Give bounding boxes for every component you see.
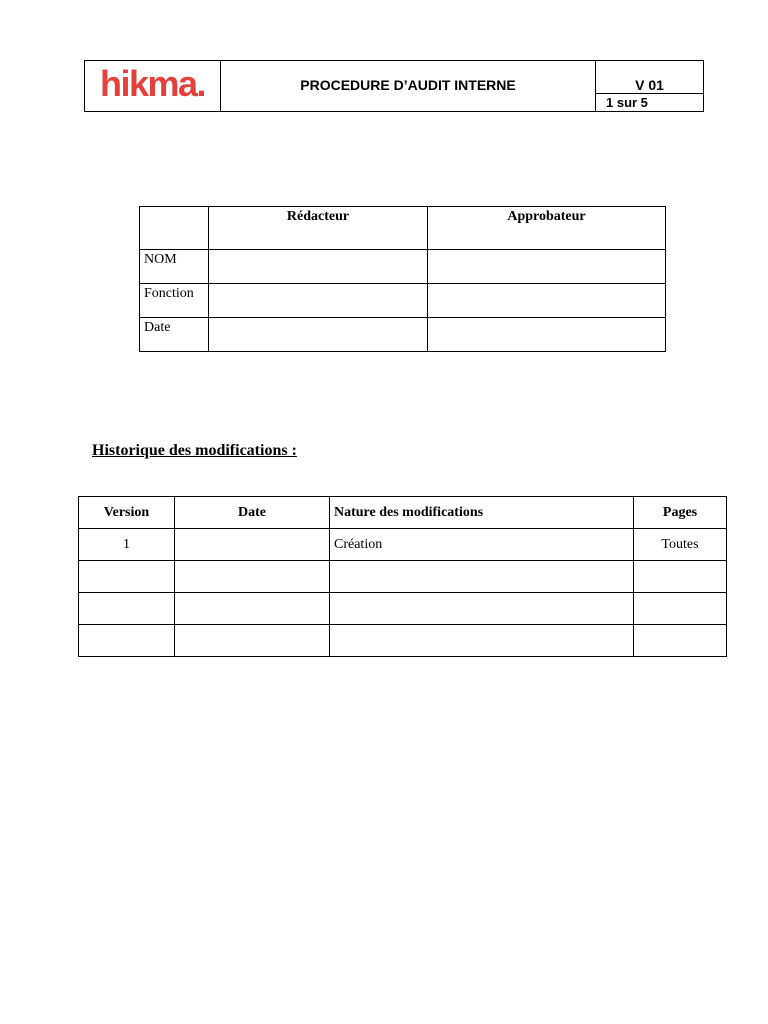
page-number: 1 sur 5 [606,95,648,110]
document-title: PROCEDURE D’AUDIT INTERNE [221,61,596,111]
signature-row-fonction [140,284,666,318]
document-header [84,60,704,112]
version-cell: 1 [79,529,175,561]
logo-cell [85,61,221,111]
nature-header: Nature des modifications [330,497,634,529]
signature-row-label: Date [140,318,209,352]
date-header: Date [175,497,330,529]
history-table [78,496,727,657]
version-header: Version [79,497,175,529]
table-row [79,593,727,625]
version-cell [79,625,175,657]
redacteur-date-cell [209,318,428,352]
version-cell [79,561,175,593]
signature-row-label: NOM [140,250,209,284]
date-cell [175,593,330,625]
nature-cell: Création [330,529,634,561]
approbateur-date-cell [428,318,666,352]
redacteur-header: Rédacteur [209,207,428,250]
signature-row-label: Fonction [140,284,209,318]
history-header-row [79,497,727,529]
hikma-logo: hikma. [99,63,206,104]
history-title: Historique des modifications : [92,442,297,459]
table-row [79,529,727,561]
pages-cell [634,561,727,593]
version-cell [596,61,703,111]
pages-cell [634,625,727,657]
redacteur-nom-cell [209,250,428,284]
table-row [79,561,727,593]
signature-row-nom [140,250,666,284]
pages-cell: Toutes [634,529,727,561]
version-label: V 01 [596,61,703,94]
table-row [79,625,727,657]
pages-header: Pages [634,497,727,529]
signature-row-date [140,318,666,352]
approbateur-header: Approbateur [428,207,666,250]
redacteur-fonction-cell [209,284,428,318]
signature-header-empty [140,207,209,250]
nature-cell [330,561,634,593]
version-cell [79,593,175,625]
approbateur-nom-cell [428,250,666,284]
pages-cell [634,593,727,625]
date-cell [175,529,330,561]
nature-cell [330,625,634,657]
date-cell [175,561,330,593]
signature-header-row [140,207,666,250]
signature-table [139,206,666,352]
approbateur-fonction-cell [428,284,666,318]
nature-cell [330,593,634,625]
date-cell [175,625,330,657]
